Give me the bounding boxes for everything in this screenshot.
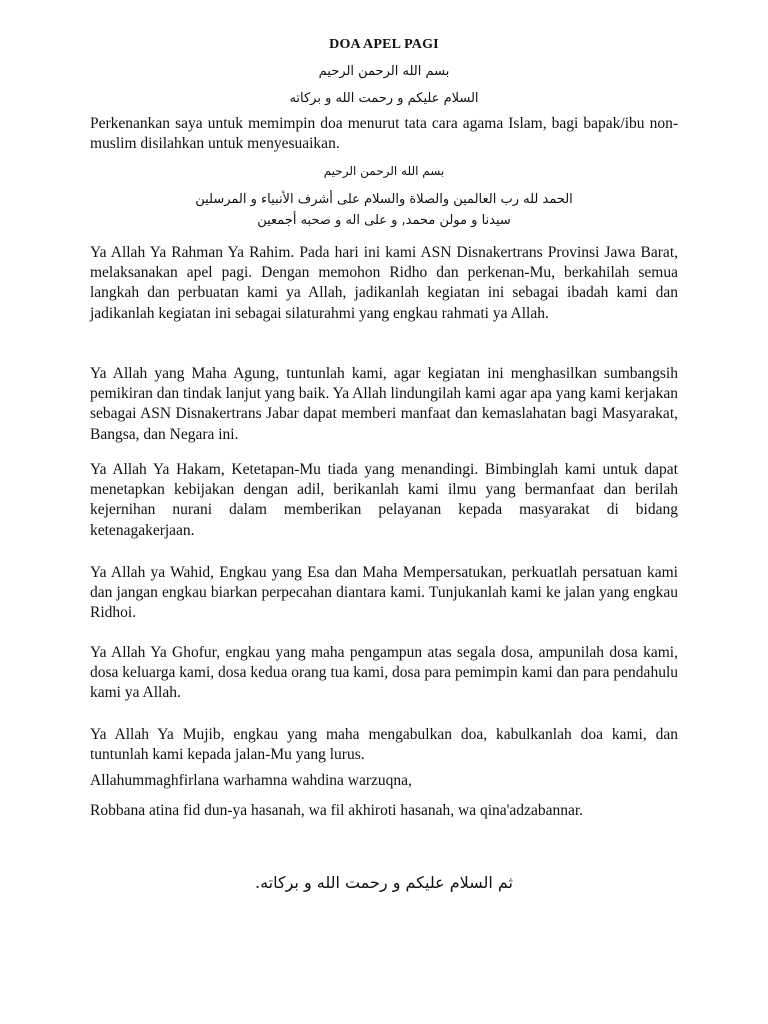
arabic-basmalah: بسم الله الرحمن الرحيم [318,64,450,79]
arabic-basmalah-second: بسم الله الرحمن الرحيم [323,164,445,178]
document-page [90,0,678,1024]
prayer-paragraph-1: Ya Allah Ya Rahman Ya Rahim. Pada hari ini kami ASN Disnakertrans Provinsi Jawa Barat, melaksanakan apel pagi. Dengan memohon Ridho dan perkenan-Mu, berkahilah semua langkah dan perbuatan kami ya Allah, jadikanlah kegiatan ini sebagai ibadah kami dan jadikanlah kegiatan ini sebagai silaturahmi yang engkau rahmati ya Allah. [90,244,678,322]
prayer-paragraph-6: Ya Allah Ya Mujib, engkau yang maha mengabulkan doa, kabulkanlah doa kami, dan tuntunlah kami kepada jalan-Mu yang lurus. [90,726,678,764]
prayer-paragraph-3: Ya Allah Ya Hakam, Ketetapan-Mu tiada yang menandingi. Bimbinglah kami untuk dapat menetapkan kebijakan dengan adil, berikanlah kami ilmu yang bermanfaat dan berilah kejernihan nurani dalam memberikan pelayanan kepada masyarakat di bidang ketenagakerjaan. [90,461,678,539]
arabic-hamdalah-line-2: سيدنا و مولن محمد, و على اله و صحبه أجمعين [257,213,511,228]
prayer-paragraph-5: Ya Allah Ya Ghofur, engkau yang maha pengampun atas segala dosa, ampunilah dosa kami, dosa keluarga kami, dosa kedua orang tua kami, dosa para pemimpin kami dan para pendahulu kami ya Allah. [90,644,678,702]
prayer-paragraph-4: Ya Allah ya Wahid, Engkau yang Esa dan Maha Mempersatukan, perkuatlah persatuan kami dan jangan engkau biarkan perpecahan diantara kami. Tunjukanlah kami ke jalan yang engkau Ridhoi. [90,564,678,622]
arabic-hamdalah-line-1: الحمد لله رب العالمين والصلاة والسلام على أشرف الأنبياء و المرسلين [195,192,573,207]
arabic-closing-salam: ثم السلام عليكم و رحمت الله و بركاته. [254,873,514,892]
prayer-paragraph-2: Ya Allah yang Maha Agung, tuntunlah kami, agar kegiatan ini menghasilkan sumbangsih pemikiran dan tindak lanjut yang baik. Ya Allah lindungilah kami agar apa yang kami kerjakan sebagai ASN Disnakertrans Jabar dapat memberi manfaat dan kemaslahatan bagi Masyarakat, Bangsa, dan Negara ini. [90,365,678,443]
prayer-paragraph-8: Robbana atina fid dun-ya hasanah, wa fil akhiroti hasanah, wa qina'adzabannar. [90,802,584,819]
prayer-paragraph-7: Allahummaghfirlana warhamna wahdina warzuqna, [90,772,412,789]
intro-paragraph: Perkenankan saya untuk memimpin doa menurut tata cara agama Islam, bagi bapak/ibu non- muslim disilahkan untuk menyesuaikan. [90,115,678,153]
arabic-salam-greeting: السلام عليكم و رحمت الله و بركاته [289,91,479,106]
document-title: DOA APEL PAGI [329,37,439,52]
